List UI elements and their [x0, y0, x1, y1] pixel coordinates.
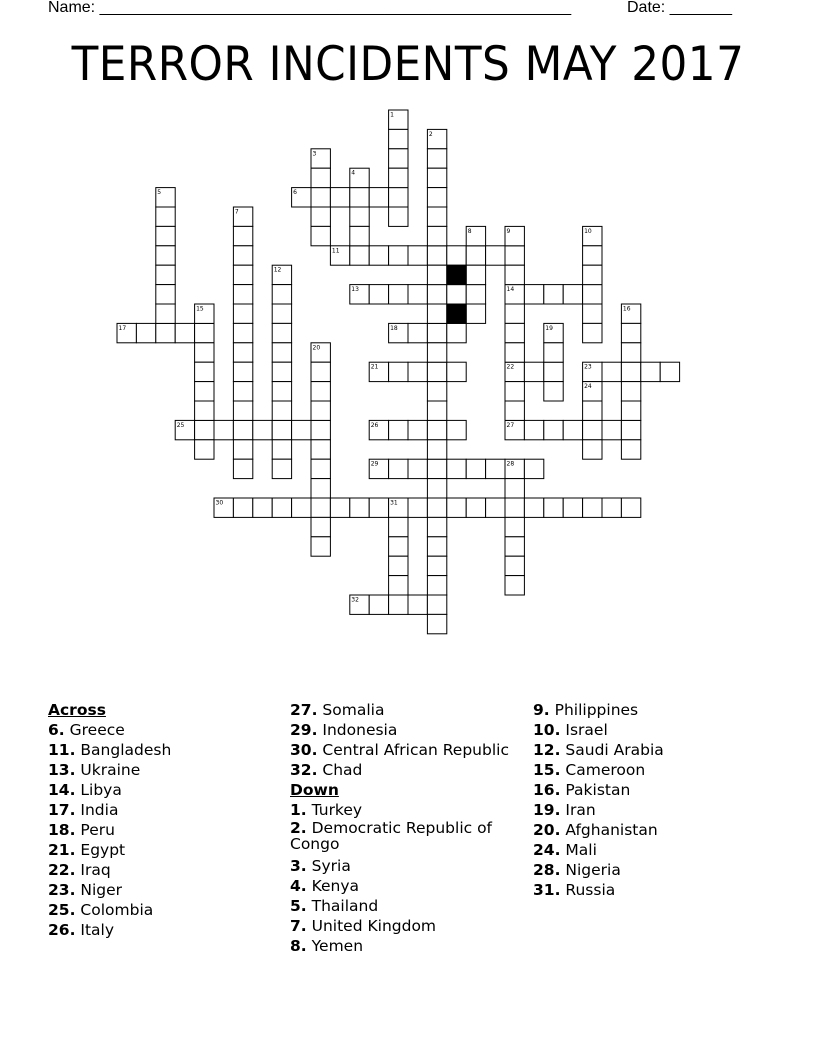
clue-across-14: 14. Libya — [48, 781, 122, 799]
crossword-cell[interactable] — [447, 285, 466, 304]
crossword-cell[interactable] — [233, 226, 252, 245]
cell-number: 13 — [351, 286, 359, 294]
crossword-cell[interactable] — [350, 246, 369, 265]
crossword-cell[interactable] — [544, 285, 563, 304]
crossword-cell[interactable] — [253, 498, 272, 517]
crossword-cell[interactable] — [505, 537, 524, 556]
cell-number: 28 — [506, 460, 515, 468]
clue-down-19: 19. Iran — [533, 801, 596, 819]
cell-number: 17 — [118, 324, 127, 332]
crossword-cell[interactable] — [621, 440, 640, 459]
crossword-cell[interactable] — [427, 576, 446, 595]
crossword-cell[interactable] — [408, 498, 427, 517]
crossword-cell[interactable] — [389, 149, 408, 168]
crossword-cell[interactable] — [544, 382, 563, 401]
crossword-cell[interactable] — [427, 537, 446, 556]
crossword-cell[interactable] — [389, 595, 408, 614]
blocked-cell — [447, 265, 466, 284]
crossword-cell[interactable] — [369, 285, 388, 304]
crossword-cell[interactable] — [156, 285, 175, 304]
crossword-cell[interactable] — [195, 323, 214, 342]
cell-number: 9 — [506, 227, 511, 235]
crossword-cell[interactable] — [505, 343, 524, 362]
cell-number: 25 — [176, 421, 185, 429]
crossword-cell[interactable] — [427, 285, 446, 304]
crossword-cell[interactable] — [272, 304, 291, 323]
crossword-cell[interactable] — [330, 188, 349, 207]
cell-number: 2 — [428, 130, 433, 138]
clue-across-32: 32. Chad — [290, 761, 363, 779]
crossword-cell[interactable] — [389, 556, 408, 575]
crossword-cell[interactable] — [311, 168, 330, 187]
crossword-cell[interactable] — [389, 517, 408, 536]
crossword-cell[interactable] — [408, 246, 427, 265]
crossword-cell[interactable] — [427, 382, 446, 401]
crossword-cell[interactable] — [427, 246, 446, 265]
crossword-cell[interactable] — [621, 498, 640, 517]
clue-across-6: 6. Greece — [48, 721, 125, 739]
clue-across-11: 11. Bangladesh — [48, 741, 172, 759]
crossword-cell[interactable] — [524, 362, 543, 381]
crossword-cell[interactable] — [389, 129, 408, 148]
crossword-cell[interactable] — [156, 323, 175, 342]
crossword-cell[interactable] — [466, 459, 485, 478]
crossword-cell[interactable] — [621, 382, 640, 401]
crossword-cell[interactable] — [427, 595, 446, 614]
crossword-cell[interactable] — [505, 498, 524, 517]
crossword-cell[interactable] — [175, 323, 194, 342]
crossword-cell[interactable] — [311, 188, 330, 207]
crossword-cell[interactable] — [447, 362, 466, 381]
crossword-cell[interactable] — [524, 459, 543, 478]
crossword-cell[interactable] — [583, 498, 602, 517]
date-field[interactable]: Date: _______ — [627, 0, 732, 16]
crossword-cell[interactable] — [505, 401, 524, 420]
crossword-cell[interactable] — [156, 265, 175, 284]
crossword-cell[interactable] — [544, 498, 563, 517]
crossword-cell[interactable] — [311, 498, 330, 517]
crossword-cell[interactable] — [330, 498, 349, 517]
cell-number: 26 — [370, 421, 379, 429]
page-title: TERROR INCIDENTS MAY 2017 — [71, 37, 745, 92]
clue-across-22: 22. Iraq — [48, 861, 111, 879]
crossword-cell[interactable] — [427, 168, 446, 187]
crossword-cell[interactable] — [389, 420, 408, 439]
crossword-cell[interactable] — [369, 188, 388, 207]
cell-number: 29 — [370, 460, 379, 468]
clue-down-5: 5. Thailand — [290, 897, 379, 915]
crossword-cell[interactable] — [350, 207, 369, 226]
crossword-cell[interactable] — [602, 362, 621, 381]
crossword-cell[interactable] — [389, 285, 408, 304]
crossword-cell[interactable] — [156, 207, 175, 226]
clue-across-27: 27. Somalia — [290, 701, 385, 719]
crossword-cell[interactable] — [272, 459, 291, 478]
clue-down-3: 3. Syria — [290, 857, 351, 875]
crossword-cell[interactable] — [272, 401, 291, 420]
clue-down-15: 15. Cameroon — [533, 761, 646, 779]
clue-column-1 — [48, 700, 278, 940]
clue-down-8: 8. Yemen — [290, 937, 364, 955]
crossword-cell[interactable] — [156, 246, 175, 265]
crossword-cell[interactable] — [195, 343, 214, 362]
crossword-cell[interactable] — [369, 595, 388, 614]
crossword-cell[interactable] — [466, 304, 485, 323]
blocked-cell — [447, 304, 466, 323]
crossword-cell[interactable] — [486, 459, 505, 478]
cell-number: 22 — [506, 363, 515, 371]
crossword-cell[interactable] — [272, 440, 291, 459]
crossword-cell[interactable] — [233, 440, 252, 459]
crossword-cell[interactable] — [350, 498, 369, 517]
crossword-cell[interactable] — [427, 498, 446, 517]
crossword-cell[interactable] — [427, 226, 446, 245]
cell-number: 19 — [545, 324, 553, 332]
crossword-cell[interactable] — [233, 246, 252, 265]
crossword-cell[interactable] — [486, 498, 505, 517]
crossword-cell[interactable] — [233, 304, 252, 323]
clue-across-21: 21. Egypt — [48, 841, 126, 859]
crossword-cell[interactable] — [233, 362, 252, 381]
clue-across-26: 26. Italy — [48, 921, 115, 939]
crossword-cell[interactable] — [350, 226, 369, 245]
crossword-cell[interactable] — [350, 188, 369, 207]
cell-number: 7 — [234, 208, 239, 216]
clue-down-9: 9. Philippines — [533, 701, 639, 719]
crossword-cell[interactable] — [602, 420, 621, 439]
crossword-cell[interactable] — [272, 498, 291, 517]
crossword-cell[interactable] — [389, 537, 408, 556]
clue-across-29: 29. Indonesia — [290, 721, 398, 739]
crossword-cell[interactable] — [427, 207, 446, 226]
crossword-cell[interactable] — [427, 556, 446, 575]
crossword-cell[interactable] — [195, 440, 214, 459]
crossword-cell[interactable] — [583, 304, 602, 323]
cell-number: 1 — [390, 111, 394, 119]
crossword-cell[interactable] — [195, 382, 214, 401]
crossword-cell[interactable] — [408, 285, 427, 304]
crossword-cell[interactable] — [233, 323, 252, 342]
crossword-cell[interactable] — [156, 226, 175, 245]
cell-number: 12 — [273, 266, 282, 274]
crossword-cell[interactable] — [505, 479, 524, 498]
crossword-cell[interactable] — [389, 576, 408, 595]
crossword-cell[interactable] — [660, 362, 679, 381]
crossword-cell[interactable] — [389, 188, 408, 207]
crossword-cell[interactable] — [583, 440, 602, 459]
crossword-cell[interactable] — [427, 343, 446, 362]
crossword-cell[interactable] — [408, 420, 427, 439]
crossword-cell[interactable] — [311, 479, 330, 498]
crossword-cell[interactable] — [408, 459, 427, 478]
crossword-cell[interactable] — [427, 517, 446, 536]
clue-down-16: 16. Pakistan — [533, 781, 631, 799]
crossword-cell[interactable] — [233, 343, 252, 362]
cell-number: 18 — [390, 324, 398, 332]
crossword-cell[interactable] — [505, 576, 524, 595]
crossword-cell[interactable] — [427, 459, 446, 478]
crossword-cell[interactable] — [486, 246, 505, 265]
crossword-cell[interactable] — [311, 537, 330, 556]
crossword-cell[interactable] — [195, 401, 214, 420]
crossword-cell[interactable] — [311, 420, 330, 439]
crossword-cell[interactable] — [408, 362, 427, 381]
crossword-cell[interactable] — [408, 595, 427, 614]
crossword-cell[interactable] — [621, 420, 640, 439]
crossword-cell[interactable] — [427, 362, 446, 381]
clue-across-25: 25. Colombia — [48, 901, 154, 919]
clue-column-3 — [533, 700, 763, 900]
cell-number: 5 — [157, 189, 162, 197]
crossword-cell[interactable] — [466, 246, 485, 265]
crossword-cell[interactable] — [583, 246, 602, 265]
crossword-cell[interactable] — [583, 401, 602, 420]
crossword-cell[interactable] — [292, 498, 311, 517]
crossword-cell[interactable] — [272, 362, 291, 381]
crossword-cell[interactable] — [563, 420, 582, 439]
crossword-cell[interactable] — [621, 323, 640, 342]
clue-down-24: 24. Mali — [533, 841, 597, 859]
crossword-cell[interactable] — [427, 440, 446, 459]
crossword-cell[interactable] — [253, 420, 272, 439]
crossword-cell[interactable] — [427, 265, 446, 284]
crossword-cell[interactable] — [466, 498, 485, 517]
crossword-cell[interactable] — [389, 362, 408, 381]
crossword-cell[interactable] — [583, 420, 602, 439]
crossword-cell[interactable] — [427, 479, 446, 498]
cell-number: 11 — [331, 247, 340, 255]
crossword-cell[interactable] — [389, 246, 408, 265]
crossword-cell[interactable] — [505, 517, 524, 536]
crossword-cell[interactable] — [563, 498, 582, 517]
cell-number: 32 — [351, 596, 359, 604]
cell-number: 20 — [312, 344, 321, 352]
clue-down-1: 1. Turkey — [290, 801, 363, 819]
crossword-cell[interactable] — [195, 420, 214, 439]
clue-down-10: 10. Israel — [533, 721, 608, 739]
cell-number: 30 — [215, 499, 224, 507]
cell-number: 24 — [584, 383, 592, 391]
crossword-cell[interactable] — [621, 343, 640, 362]
cell-number: 15 — [196, 305, 204, 313]
cell-number: 8 — [467, 227, 472, 235]
crossword-cell[interactable] — [505, 304, 524, 323]
crossword-cell[interactable] — [447, 420, 466, 439]
crossword-cell[interactable] — [369, 498, 388, 517]
crossword-cell[interactable] — [544, 343, 563, 362]
crossword-cell[interactable] — [233, 498, 252, 517]
crossword-cell[interactable] — [311, 459, 330, 478]
crossword-cell[interactable] — [447, 459, 466, 478]
crossword-cell[interactable] — [389, 459, 408, 478]
crossword-cell[interactable] — [311, 207, 330, 226]
crossword-cell[interactable] — [233, 382, 252, 401]
crossword-cell[interactable] — [427, 401, 446, 420]
clue-down-2: 2. Democratic Republic of Congo — [290, 819, 493, 853]
clue-across-30: 30. Central African Republic — [290, 741, 509, 759]
crossword-cell[interactable] — [233, 265, 252, 284]
crossword-cell[interactable] — [233, 285, 252, 304]
across-heading: Across — [48, 701, 106, 719]
crossword-cell[interactable] — [447, 498, 466, 517]
crossword-cell[interactable] — [544, 420, 563, 439]
clue-across-13: 13. Ukraine — [48, 761, 141, 779]
crossword-cell[interactable] — [272, 343, 291, 362]
crossword-cell[interactable] — [583, 285, 602, 304]
crossword-cell[interactable] — [524, 420, 543, 439]
crossword-cell[interactable] — [447, 323, 466, 342]
crossword-cell[interactable] — [272, 420, 291, 439]
clue-column-2 — [290, 700, 520, 956]
crossword-cell[interactable] — [156, 304, 175, 323]
crossword-cell[interactable] — [505, 265, 524, 284]
crossword-cell[interactable] — [214, 420, 233, 439]
crossword-cell[interactable] — [427, 420, 446, 439]
crossword-cell[interactable] — [311, 401, 330, 420]
crossword-cell[interactable] — [272, 285, 291, 304]
crossword-cell[interactable] — [524, 285, 543, 304]
crossword-cell[interactable] — [233, 420, 252, 439]
crossword-cell[interactable] — [369, 246, 388, 265]
clue-down-12: 12. Saudi Arabia — [533, 741, 664, 759]
crossword-cell[interactable] — [505, 382, 524, 401]
crossword-cell[interactable] — [311, 362, 330, 381]
crossword-cell[interactable] — [427, 304, 446, 323]
crossword-cell[interactable] — [136, 323, 155, 342]
crossword-cell[interactable] — [544, 362, 563, 381]
name-field[interactable]: Name: _____________________________________________________ — [48, 0, 572, 16]
cell-number: 23 — [584, 363, 592, 371]
crossword-cell[interactable] — [427, 323, 446, 342]
crossword-cell[interactable] — [311, 226, 330, 245]
crossword-cell[interactable] — [408, 323, 427, 342]
crossword-cell[interactable] — [389, 207, 408, 226]
crossword-cell[interactable] — [427, 614, 446, 633]
crossword-cell[interactable] — [311, 440, 330, 459]
crossword-cell[interactable] — [272, 382, 291, 401]
cell-number: 27 — [506, 421, 515, 429]
cell-number: 10 — [584, 227, 592, 235]
crossword-cell[interactable] — [524, 498, 543, 517]
cell-number: 21 — [370, 363, 379, 371]
cell-number: 16 — [622, 305, 631, 313]
crossword-cell[interactable] — [583, 265, 602, 284]
crossword-cell[interactable] — [621, 401, 640, 420]
crossword-cell[interactable] — [641, 362, 660, 381]
crossword-cell[interactable] — [233, 459, 252, 478]
crossword-cell[interactable] — [233, 401, 252, 420]
cell-number: 4 — [351, 169, 356, 177]
clue-down-4: 4. Kenya — [290, 877, 360, 895]
clue-across-17: 17. India — [48, 801, 119, 819]
crossword-cell[interactable] — [311, 382, 330, 401]
crossword-cell[interactable] — [563, 285, 582, 304]
crossword-cell[interactable] — [505, 246, 524, 265]
crossword-cell[interactable] — [427, 149, 446, 168]
clue-down-28: 28. Nigeria — [533, 861, 621, 879]
crossword-cell[interactable] — [389, 168, 408, 187]
crossword-cell[interactable] — [466, 285, 485, 304]
crossword-cell[interactable] — [505, 323, 524, 342]
cell-number: 14 — [506, 286, 515, 294]
crossword-cell[interactable] — [195, 362, 214, 381]
crossword-cell[interactable] — [602, 498, 621, 517]
crossword-cell[interactable] — [272, 323, 291, 342]
clue-across-23: 23. Niger — [48, 881, 123, 899]
down-heading: Down — [290, 781, 339, 799]
crossword-cell[interactable] — [621, 362, 640, 381]
cell-number: 6 — [293, 189, 297, 197]
crossword-cell[interactable] — [505, 556, 524, 575]
crossword-cell[interactable] — [292, 420, 311, 439]
cell-number: 31 — [390, 499, 398, 507]
crossword-cell[interactable] — [447, 246, 466, 265]
crossword-cell[interactable] — [466, 265, 485, 284]
clue-across-18: 18. Peru — [48, 821, 115, 839]
clue-down-7: 7. United Kingdom — [290, 917, 437, 935]
cell-number: 3 — [312, 150, 317, 158]
clue-down-31: 31. Russia — [533, 881, 616, 899]
crossword-cell[interactable] — [427, 188, 446, 207]
crossword-cell[interactable] — [583, 323, 602, 342]
clue-down-20: 20. Afghanistan — [533, 821, 658, 839]
crossword-cell[interactable] — [311, 517, 330, 536]
